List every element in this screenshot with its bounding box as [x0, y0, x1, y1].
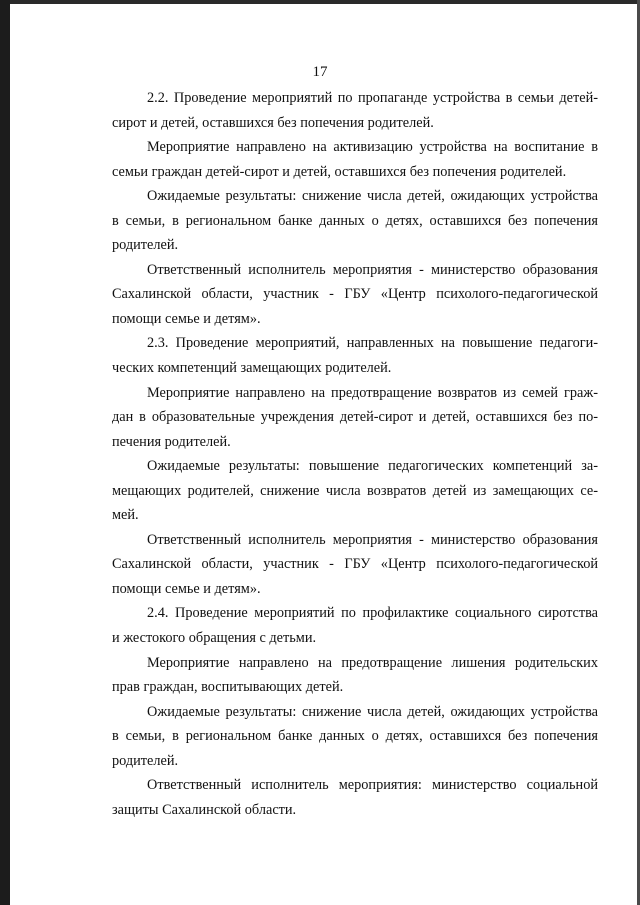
text-line: прав граждан, воспитывающих детей.	[112, 679, 344, 696]
text-line: Сахалинской области, участник - ГБУ «Центр психолого-педагогической	[112, 556, 598, 573]
text-line: 2.3. Проведение мероприятий, направленных на повышение педагоги-	[147, 335, 598, 352]
paragraph	[112, 773, 598, 822]
paragraph	[112, 331, 598, 380]
text-line: родителей.	[112, 752, 179, 769]
text-line: печения родителей.	[112, 433, 231, 450]
paragraph	[112, 258, 598, 332]
text-line: мещающих родителей, снижение числа возвратов детей из замещающих се-	[112, 482, 598, 499]
text-line: сирот и детей, оставшихся без попечения родителей.	[112, 114, 434, 131]
text-line: Ожидаемые результаты: снижение числа детей, ожидающих устройства	[147, 703, 598, 720]
paragraph	[112, 454, 598, 528]
paragraph	[112, 86, 598, 135]
text-line: Ожидаемые результаты: повышение педагогических компетенций за-	[147, 458, 598, 475]
text-line: 2.4. Проведение мероприятий по профилактике социального сиротства	[147, 605, 598, 622]
text-line: дан в образовательные учреждения детей-сирот и детей, оставшихся без по-	[112, 409, 598, 426]
text-line: помощи семье и детям».	[112, 310, 261, 327]
text-line: Сахалинской области, участник - ГБУ «Центр психолого-педагогической	[112, 286, 598, 303]
paragraph	[112, 700, 598, 774]
text-line: защиты Сахалинской области.	[112, 801, 297, 818]
text-line: в семьи, в региональном банке данных о детях, оставшихся без попечения	[112, 728, 598, 745]
text-line: помощи семье и детям».	[112, 580, 261, 597]
paragraph	[112, 528, 598, 602]
text-line: Ответственный исполнитель мероприятия - министерство образования	[147, 531, 598, 548]
document-body	[112, 86, 598, 822]
text-line: мей.	[112, 507, 139, 524]
text-line: родителей.	[112, 237, 179, 254]
text-line: и жестокого обращения с детьми.	[112, 630, 317, 647]
paragraph	[112, 135, 598, 184]
text-line: Мероприятие направлено на предотвращение лишения родительских	[147, 654, 598, 671]
text-line: 2.2. Проведение мероприятий по пропаганде устройства в семьи детей-	[147, 90, 598, 106]
text-line: ческих компетенций замещающих родителей.	[112, 360, 392, 377]
paragraph	[112, 651, 598, 700]
text-line: Мероприятие направлено на активизацию устройства на воспитание в	[147, 139, 598, 156]
text-line: Мероприятие направлено на предотвращение возвратов из семей граж-	[147, 384, 598, 401]
text-line: Ответственный исполнитель мероприятия: министерство социальной	[147, 777, 598, 794]
paragraph	[112, 184, 598, 258]
paragraph	[112, 601, 598, 650]
page-number: 17	[312, 64, 328, 80]
text-line: в семьи, в региональном банке данных о детях, оставшихся без попечения	[112, 212, 598, 229]
text-line: Ожидаемые результаты: снижение числа детей, ожидающих устройства	[147, 188, 598, 205]
scan-left-edge	[0, 0, 10, 905]
text-line: семьи граждан детей-сирот и детей, оставшихся без попечения родителей.	[112, 163, 567, 180]
text-line: Ответственный исполнитель мероприятия - министерство образования	[147, 261, 598, 278]
scan-top-edge	[0, 0, 640, 4]
paragraph	[112, 381, 598, 455]
